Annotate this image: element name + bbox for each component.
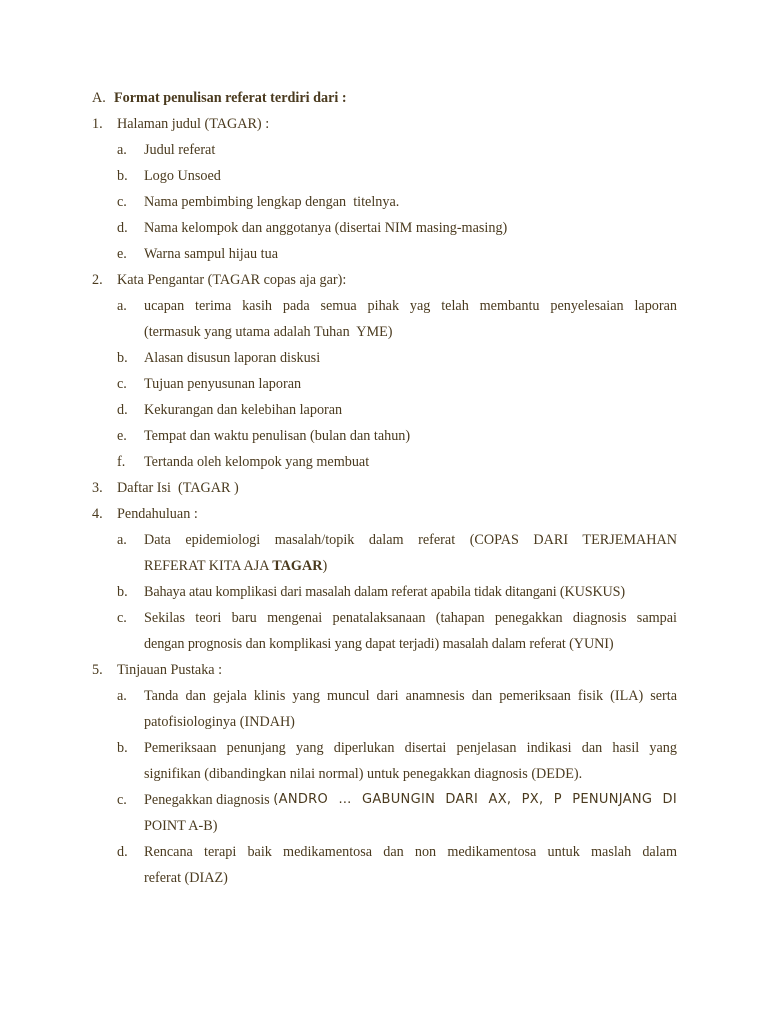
sub-item [0,374,768,394]
sub-item-text: Nama pembimbing lengkap dengan titelnya. [144,194,400,210]
sub-item-marker: e. [117,246,127,262]
sub-item-marker: d. [117,220,128,236]
sub-item-text-line2: referat (DIAZ) [144,870,228,886]
sub-item-marker: e. [117,428,127,444]
sub-item-marker: c. [117,610,127,626]
sub-item [0,530,768,550]
sub-item-text: Tertanda oleh kelompok yang membuat [144,454,370,470]
sub-item-text-line2: (termasuk yang utama adalah Tuhan YME) [144,324,393,340]
sub-item-marker: a. [117,142,127,158]
list-item-1 [0,114,768,134]
sub-item-marker: a. [117,688,127,704]
sub-item [0,790,768,810]
sub-item-text-part: REFERAT KITA AJA [144,558,273,574]
sub-item-continuation [0,816,768,836]
sub-item-text: Tempat dan waktu penulisan (bulan dan tahun) [144,428,411,444]
sub-item [0,140,768,160]
sub-item-text-line1: Tanda dan gejala klinis yang muncul dari anamnesis dan pemeriksaan fisik (ILA) serta [144,688,677,704]
sub-item-text-line2: patofisiologinya (INDAH) [144,714,295,730]
sub-item-marker: f. [117,454,126,470]
sub-item-continuation [0,556,768,576]
list-item-5 [0,660,768,680]
sub-item-marker: a. [117,298,127,314]
sub-item [0,686,768,706]
sub-item-text: Bahaya atau komplikasi dari masalah dalam referat apabila tidak ditangani (KUSKUS) [144,584,625,600]
sub-item-text: Nama kelompok dan anggotanya (disertai NIM masing-masing) [144,220,508,236]
heading-text: Format penulisan referat terdiri dari : [114,90,347,106]
sub-item-text: Judul referat [144,142,216,158]
sub-item-text-line2: POINT A-B) [144,818,218,834]
sub-item-continuation [0,868,768,888]
item-title: Tinjauan Pustaka : [117,662,223,678]
sub-item-text: Kekurangan dan kelebihan laporan [144,402,343,418]
sub-item-caps-part: (ANDRO … GABUNGIN DARI AX, PX, P PENUNJANG DI [273,792,677,807]
item-title: Daftar Isi (TAGAR ) [117,480,239,496]
sub-item [0,244,768,264]
sub-item-marker: b. [117,168,128,184]
item-number: 2. [92,272,103,288]
sub-item-text: Alasan disusun laporan diskusi [144,350,321,366]
list-item-2 [0,270,768,290]
list-item-3 [0,478,768,498]
sub-item-text-line1: ucapan terima kasih pada semua pihak yag telah membantu penyelesaian laporan [144,298,677,314]
sub-item [0,426,768,446]
sub-item-text-line1: Sekilas teori baru mengenai penatalaksanaan (tahapan penegakkan diagnosis sampai [144,610,677,626]
sub-item [0,608,768,628]
sub-item-text: Logo Unsoed [144,168,221,184]
sub-item-continuation [0,322,768,342]
sub-item [0,166,768,186]
sub-item-marker: a. [117,532,127,548]
sub-item [0,218,768,238]
sub-item-text: Warna sampul hijau tua [144,246,278,262]
sub-item [0,296,768,316]
sub-item-marker: c. [117,194,127,210]
sub-item [0,452,768,472]
sub-item-text-line2 [144,556,327,576]
item-number: 4. [92,506,103,522]
item-title: Pendahuluan : [117,506,198,522]
sub-item-text-line1 [144,790,677,810]
section-heading [0,88,768,108]
sub-item [0,192,768,212]
sub-item [0,738,768,758]
item-number: 1. [92,116,103,132]
sub-item [0,400,768,420]
sub-item-text-part: Penegakkan diagnosis [144,792,274,808]
item-number: 5. [92,662,103,678]
sub-item-text-line1: Data epidemiologi masalah/topik dalam referat (COPAS DARI TERJEMAHAN [144,532,677,548]
sub-item-continuation [0,764,768,784]
sub-item-text-line2: dengan prognosis dan komplikasi yang dapat terjadi) masalah dalam referat (YUNI) [144,636,614,652]
sub-item-marker: b. [117,584,128,600]
sub-item-marker: b. [117,350,128,366]
sub-item-marker: b. [117,740,128,756]
item-number: 3. [92,480,103,496]
sub-item-continuation [0,634,768,654]
sub-item-text-line2: signifikan (dibandingkan nilai normal) untuk penegakkan diagnosis (DEDE). [144,766,583,782]
sub-item [0,842,768,862]
sub-item-marker: d. [117,844,128,860]
heading-marker: A. [92,90,106,106]
sub-item-marker: c. [117,792,127,808]
sub-item-text-line1: Rencana terapi baik medikamentosa dan non medikamentosa untuk maslah dalam [144,844,677,860]
list-item-4 [0,504,768,524]
sub-item [0,348,768,368]
sub-item-marker: c. [117,376,127,392]
sub-item-marker: d. [117,402,128,418]
sub-item-text-part: ) [322,558,328,574]
sub-item-continuation [0,712,768,732]
tagar-emphasis: TAGAR [272,558,323,574]
item-title: Halaman judul (TAGAR) : [117,116,270,132]
sub-item-text-line1: Pemeriksaan penunjang yang diperlukan disertai penjelasan indikasi dan hasil yang [144,740,677,756]
sub-item-text: Tujuan penyusunan laporan [144,376,302,392]
sub-item [0,582,768,602]
item-title: Kata Pengantar (TAGAR copas aja gar): [117,272,347,288]
